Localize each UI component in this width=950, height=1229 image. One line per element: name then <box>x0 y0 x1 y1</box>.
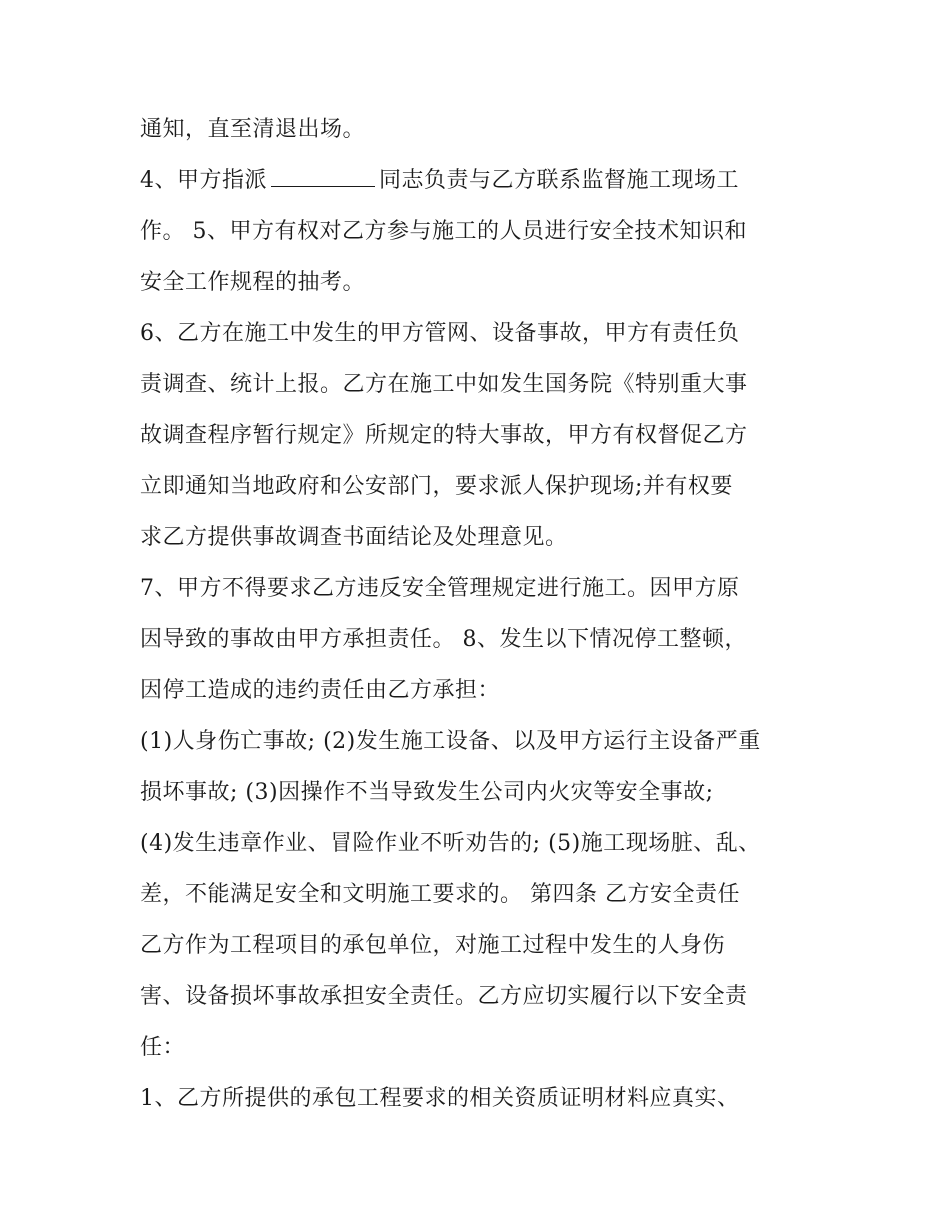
text-line-7: 故调查程序暂行规定》所规定的特大事故，甲方有权督促乙方 <box>140 423 748 448</box>
text-line-3: 作。 5、甲方有权对乙方参与施工的人员进行安全技术知识和 <box>140 219 747 244</box>
text-line-1: 通知，直至清退出场。 <box>140 117 366 142</box>
text-line-2 <box>140 166 739 196</box>
text-line-2-start: 4、甲方指派 <box>140 168 267 193</box>
text-line-19: 任： <box>140 1035 186 1060</box>
text-line-9: 求乙方提供事故调查书面结论及处理意见。 <box>140 525 568 550</box>
text-line-11: 因导致的事故由甲方承担责任。 8、发生以下情况停工整顿， <box>140 627 747 652</box>
text-line-13: (1)人身伤亡事故; (2)发生施工设备、以及甲方运行主设备严重 <box>140 729 761 754</box>
blank-underline <box>271 166 375 187</box>
text-line-12: 因停工造成的违约责任由乙方承担： <box>140 678 501 703</box>
text-line-16: 差，不能满足安全和文明施工要求的。 第四条 乙方安全责任 <box>140 882 740 907</box>
text-line-8: 立即通知当地政府和公安部门，要求派人保护现场;并有权要 <box>140 474 733 499</box>
text-line-6: 责调查、统计上报。乙方在施工中如发生国务院《特别重大事 <box>140 372 748 397</box>
text-line-2-end: 同志负责与乙方联系监督施工现场工 <box>379 168 740 193</box>
text-line-20: 1、乙方所提供的承包工程要求的相关资质证明材料应真实、 <box>140 1086 740 1111</box>
text-line-17: 乙方作为工程项目的承包单位，对施工过程中发生的人身伤 <box>140 933 726 958</box>
text-line-5: 6、乙方在施工中发生的甲方管网、设备事故，甲方有责任负 <box>140 321 740 346</box>
text-line-14: 损坏事故; (3)因操作不当导致发生公司内火灾等安全事故; <box>140 780 714 805</box>
text-line-4: 安全工作规程的抽考。 <box>140 270 366 295</box>
text-line-10: 7、甲方不得要求乙方违反安全管理规定进行施工。因甲方原 <box>140 576 740 601</box>
text-line-15: (4)发生违章作业、冒险作业不听劝告的; (5)施工现场脏、乱、 <box>140 831 761 856</box>
text-line-18: 害、设备损坏事故承担安全责任。乙方应切实履行以下安全责 <box>140 984 748 1009</box>
